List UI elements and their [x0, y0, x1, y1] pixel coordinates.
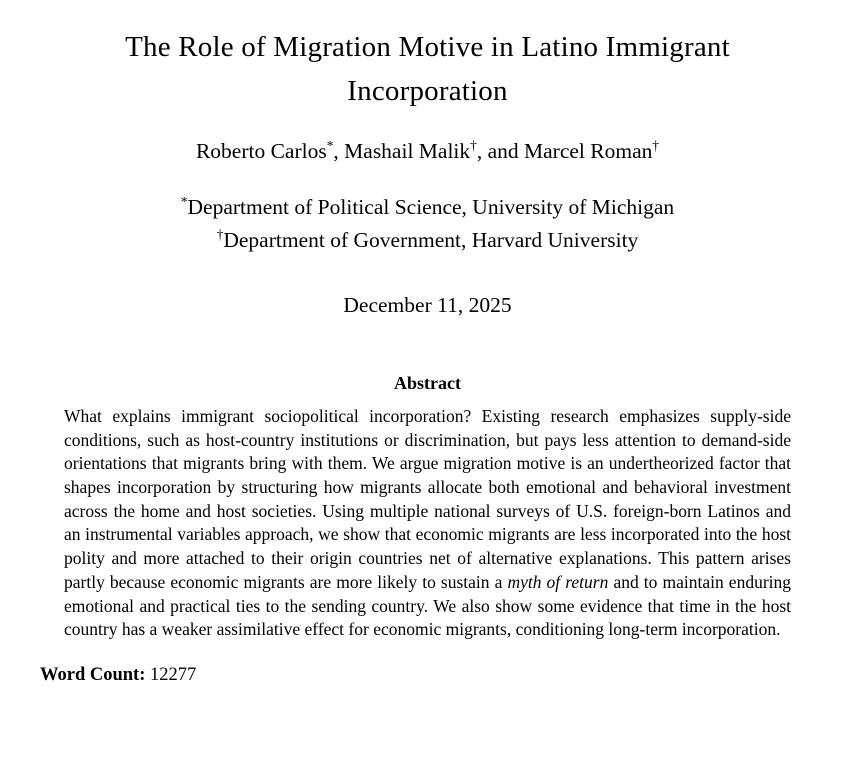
- abstract-heading: Abstract: [394, 373, 461, 394]
- author-name-1: Roberto Carlos: [195, 139, 327, 163]
- author-footnote-mark-1: *: [326, 137, 334, 153]
- word-count-value: 12277: [150, 664, 197, 685]
- author-name-3: , and Marcel Roman: [476, 139, 653, 163]
- word-count-label: Word Count:: [40, 664, 146, 685]
- abstract-text-after: and to maintain enduring emotional and practical ties to the sending country. We also show some evidence that time in the host country has a weaker assimilative effect for economic migrants, conditioning long-term incorporation.: [64, 571, 792, 640]
- abstract-italic-phrase: myth of return: [507, 571, 609, 592]
- author-footnote-mark-3: †: [652, 137, 660, 153]
- author-footnote-mark-2: †: [470, 137, 477, 153]
- affiliation-text-1: Department of Political Science, University of Michigan: [187, 194, 675, 219]
- author-name-2: , Mashail Malik: [333, 139, 471, 163]
- author-line: [40, 139, 815, 165]
- affiliation-text-2: Department of Government, Harvard University: [223, 228, 639, 253]
- affiliation-mark-2: †: [216, 226, 224, 242]
- affiliation-line-1: [40, 191, 815, 224]
- publication-date: December 11, 2025: [343, 293, 512, 318]
- abstract-section: [40, 372, 815, 642]
- abstract-body: [64, 405, 791, 642]
- abstract-text-before: What explains immigrant sociopolitical incorporation? Existing research emphasizes supply-side conditions, such as host-country institutions or discrimination, but pays less attention to demand-side orientations that migrants bring with them. We argue migration motive is an undertheorized factor that shapes incorporation by structuring how migrants allocate both emotional and behavioral investment across the home and host societies. Using multiple national surveys of U.S. foreign-born Latinos and an instrumental variables approach, we show that economic migrants are less incorporated into the host polity and more attached to their origin countries net of alternative explanations. This pattern arises partly because economic migrants are more likely to sustain a: [64, 405, 791, 592]
- paper-title: The Role of Migration Motive in Latino Immigrant Incorporation: [125, 31, 730, 107]
- affiliation-mark-1: *: [180, 193, 188, 209]
- affiliations-block: [40, 191, 815, 258]
- affiliation-line-2: [40, 224, 815, 257]
- word-count-line: [40, 665, 815, 686]
